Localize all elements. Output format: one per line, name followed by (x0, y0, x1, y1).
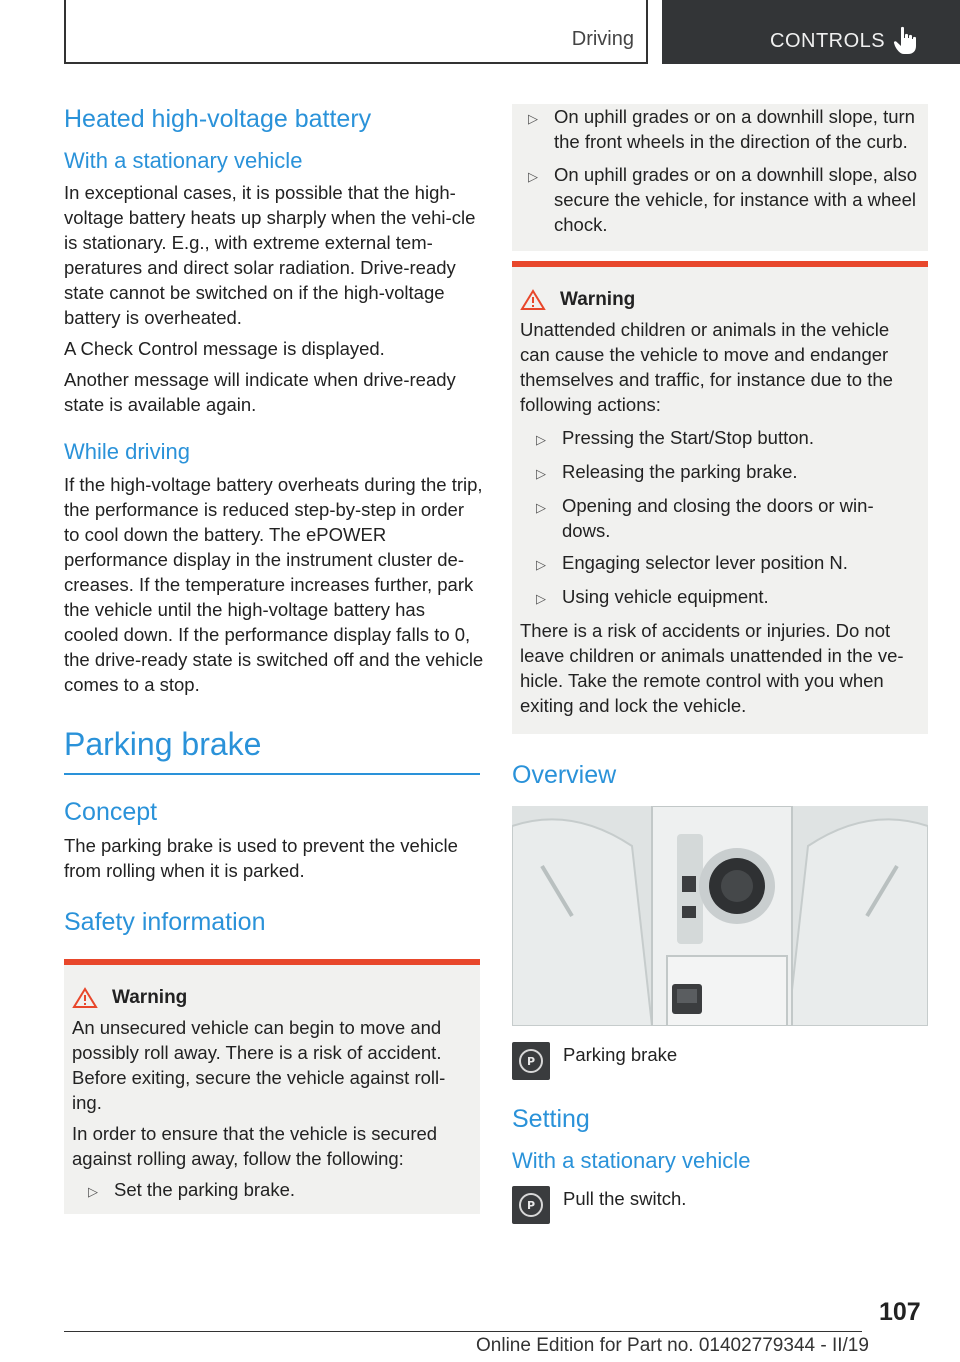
header-chapter-label: CONTROLS (770, 30, 886, 52)
subheading-setting-stationary: With a stationary vehicle (512, 1148, 751, 1173)
parking-brake-icon: P (512, 1042, 550, 1080)
paragraph-while-driving: If the high-voltage battery overheats during the trip, the performance is reduced step-by-step in order to cool down the battery. The ePOWER performance display in the instrument cluster de-creases. If the temperature increases further, park the vehicle until the high-voltage battery has cooled down. If the performance display falls to 0, the drive-ready state is switched off and the vehicle comes to a stop. (64, 473, 484, 695)
parking-brake-console-illustration (512, 806, 928, 1026)
paragraph-check-control: A Check Control message is displayed. (64, 338, 385, 360)
list-item (520, 584, 920, 611)
list-item-text: Pressing the Start/Stop button. (562, 427, 814, 448)
list-item-text: Opening and closing the doors or win-dows. (562, 495, 874, 541)
header-section-box (64, 0, 648, 64)
subheading-concept: Concept (64, 798, 158, 827)
warning-box-unattended-children (512, 261, 928, 734)
warning-title-text: Warning (560, 289, 636, 310)
subheading-setting: Setting (512, 1105, 590, 1133)
warning-paragraph-1: An unsecured vehicle can begin to move and possibly roll away. There is a risk of accident. Before exiting, secure the vehicle against roll-ing. (72, 1017, 446, 1114)
heading-parking-brake: Parking brake (64, 725, 262, 762)
bullet-triangle-icon: ▷ (536, 591, 546, 606)
parking-brake-icon: P (512, 1186, 550, 1224)
continued-bullet-box (512, 104, 928, 251)
page-number: 107 (879, 1298, 921, 1326)
subheading-while-driving: While driving (64, 439, 190, 465)
overview-icon-label: Parking brake (563, 1044, 678, 1065)
setting-icon-row (512, 1186, 928, 1224)
bullet-triangle-icon: ▷ (88, 1184, 98, 1200)
warning-triangle-icon (520, 289, 546, 311)
right-column (512, 104, 928, 1224)
warning-triangle-icon (72, 987, 98, 1009)
list-item (512, 162, 920, 237)
list-item-text: On uphill grades or on a downhill slope, turn the front wheels in the direction of the curb. (554, 106, 915, 152)
heading-rule (64, 773, 480, 775)
list-item (520, 459, 920, 486)
list-item (72, 1177, 472, 1204)
left-column (64, 104, 484, 1214)
list-item (520, 550, 920, 577)
subheading-overview: Overview (512, 761, 617, 789)
warning-paragraph-2: There is a risk of accidents or injuries. Do not leave children or animals unattended in the ve-hicle. Take the remote control with you when exiting and lock the vehicle. (520, 620, 904, 716)
list-item-text: Set the parking brake. (114, 1179, 295, 1201)
bullet-triangle-icon: ▷ (536, 500, 546, 515)
subheading-safety-information: Safety information (64, 908, 266, 937)
list-item-text: On uphill grades or on a downhill slope, also secure the vehicle, for instance with a wheel chock. (554, 164, 918, 235)
warning-title (72, 987, 472, 1009)
warning-title-text: Warning (112, 987, 188, 1009)
warning-paragraph-1: Unattended children or animals in the vehicle can cause the vehicle to move and endanger themselves and traffic, for instance due to the following actions: (520, 319, 893, 415)
bullet-triangle-icon: ▷ (536, 432, 546, 447)
footer-rule (64, 1331, 862, 1332)
warning-paragraph-2: In order to ensure that the vehicle is secured against rolling away, follow the following: (72, 1123, 438, 1170)
setting-icon-label: Pull the switch. (563, 1188, 687, 1210)
list-item-text: Engaging selector lever position N. (562, 552, 848, 573)
warning-title (520, 289, 920, 311)
bullet-triangle-icon: ▷ (528, 111, 538, 126)
paragraph-another-message: Another message will indicate when drive-ready state is available again. (64, 369, 456, 416)
hand-pointer-icon (893, 26, 919, 56)
bullet-triangle-icon: ▷ (528, 169, 538, 184)
bullet-triangle-icon: ▷ (536, 466, 546, 481)
list-item (520, 493, 920, 543)
list-item-text: Using vehicle equipment. (562, 586, 769, 607)
footer-edition: Online Edition for Part no. 01402779344 - II/19 (476, 1335, 869, 1356)
list-item (520, 425, 920, 452)
list-item-text: Releasing the parking brake. (562, 461, 798, 482)
paragraph-concept: The parking brake is used to prevent the vehicle from rolling when it is parked. (64, 835, 458, 882)
subheading-stationary: With a stationary vehicle (64, 148, 303, 173)
bullet-triangle-icon: ▷ (536, 557, 546, 572)
overview-icon-row (512, 1042, 928, 1080)
warning-box-unsecured-vehicle (64, 959, 480, 1214)
heading-heated-battery: Heated high-voltage battery (64, 105, 372, 133)
header-section-label: Driving (571, 28, 634, 50)
paragraph-stationary: In exceptional cases, it is possible that the high-voltage battery heats up sharply when the vehi-cle is stationary. E.g., with extreme external tem-peratures and direct solar radiation. Drive-ready state cannot be switched on if the high-voltage battery is overheated. (64, 182, 476, 329)
list-item (512, 104, 920, 154)
